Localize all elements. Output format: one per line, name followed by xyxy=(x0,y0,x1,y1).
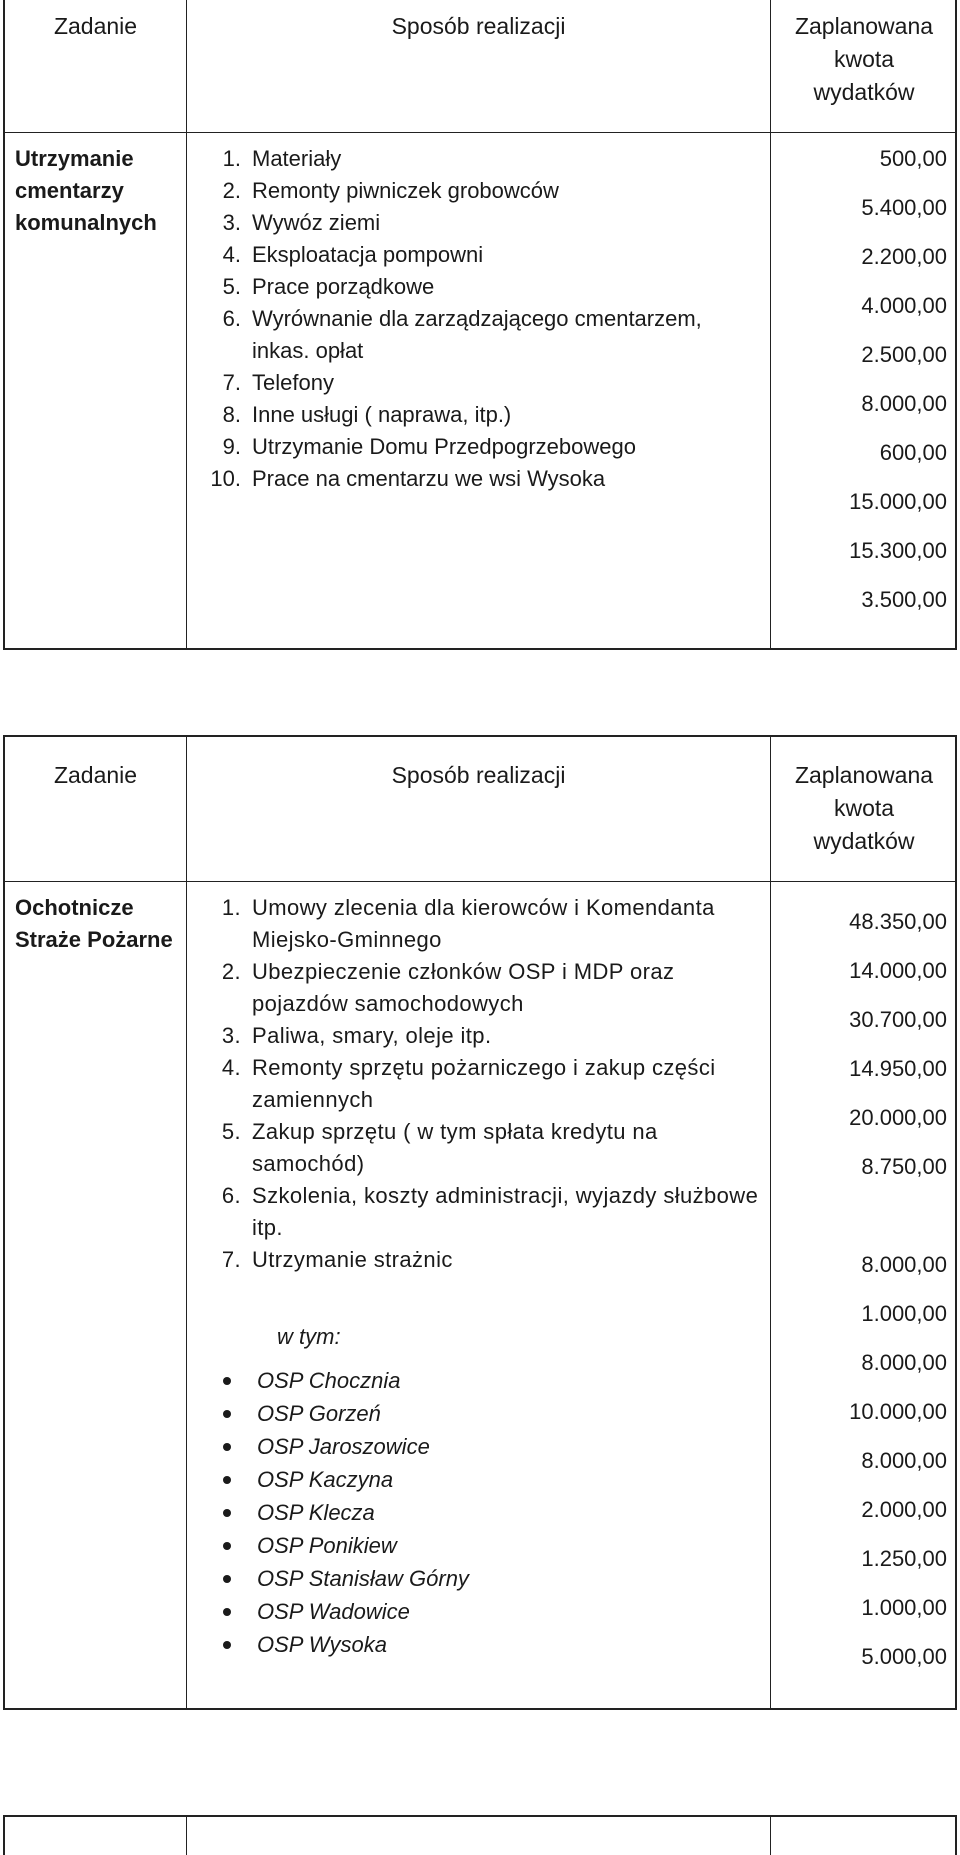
column-divider xyxy=(186,0,187,648)
list-item: OSP Ponikiew xyxy=(217,1529,757,1562)
list-item: 1 . Umowy zlecenia dla kierowców i Komendanta Miejsko-Gminnego xyxy=(205,892,760,956)
header-method: Sposób realizacji xyxy=(391,13,566,39)
amount-value: 3.500,00 xyxy=(861,587,947,612)
unit-list xyxy=(217,1364,757,1661)
amount-value: 1.250,00 xyxy=(861,1546,947,1571)
amount-value: 20.000,00 xyxy=(849,1105,947,1130)
task-name: Utrzymanie cmentarzy komunalnych xyxy=(15,146,157,235)
header-divider xyxy=(5,132,955,133)
amount-value: 14.950,00 xyxy=(849,1056,947,1081)
list-item: 2 . Ubezpieczenie członków OSP i MDP oraz pojazdów samochodowych xyxy=(205,956,760,1020)
method-list xyxy=(205,892,760,1276)
task-name: Ochotnicze Straże Pożarne xyxy=(15,895,173,952)
table-cemeteries xyxy=(3,0,957,650)
amount-value: 15.000,00 xyxy=(849,489,947,514)
list-item: 9 . Utrzymanie Domu Przedpogrzebowego xyxy=(205,431,760,463)
list-item: 4 . Eksploatacja pompowni xyxy=(205,239,760,271)
amount-value: 2.000,00 xyxy=(861,1497,947,1522)
table-next xyxy=(3,1815,957,1855)
list-item: 5 . Zakup sprzętu ( w tym spłata kredytu na samochód) xyxy=(205,1116,760,1180)
amount-value: 8.750,00 xyxy=(861,1154,947,1179)
amount-value: 1.000,00 xyxy=(861,1301,947,1326)
amount-list xyxy=(849,897,947,1681)
column-divider xyxy=(186,737,187,1708)
method-list xyxy=(205,143,760,495)
amount-value: 1.000,00 xyxy=(861,1595,947,1620)
amount-value: 5.400,00 xyxy=(861,195,947,220)
list-item: 8 . Inne usługi ( naprawa, itp.) xyxy=(205,399,760,431)
amount-value: 8.000,00 xyxy=(861,1252,947,1277)
amount-value: 8.000,00 xyxy=(861,1350,947,1375)
list-item: 3 . Paliwa, smary, oleje itp. xyxy=(205,1020,760,1052)
list-item: 10 . Prace na cmentarzu we wsi Wysoka xyxy=(205,463,760,495)
list-item: OSP Stanisław Górny xyxy=(217,1562,757,1595)
header-amount: Zaplanowana kwota wydatków xyxy=(794,762,934,854)
list-item: 6 . Wyrównanie dla zarządzającego cmentarzem, inkas. opłat xyxy=(205,303,760,367)
list-item: OSP Wadowice xyxy=(217,1595,757,1628)
amount-value: 2.500,00 xyxy=(861,342,947,367)
amount-value: 500,00 xyxy=(879,146,947,171)
column-divider xyxy=(770,737,771,1708)
amount-value: 2.200,00 xyxy=(861,244,947,269)
list-item: 1 . Materiały xyxy=(205,143,760,175)
list-item: 6 . Szkolenia, koszty administracji, wyjazdy służbowe itp. xyxy=(205,1180,760,1244)
amount-value: 30.700,00 xyxy=(849,1007,947,1032)
list-item: 7 . Utrzymanie strażnic xyxy=(205,1244,760,1276)
amount-value: 10.000,00 xyxy=(849,1399,947,1424)
list-item: 2 . Remonty piwniczek grobowców xyxy=(205,175,760,207)
list-item: OSP Wysoka xyxy=(217,1628,757,1661)
list-item: OSP Jaroszowice xyxy=(217,1430,757,1463)
amount-value: 8.000,00 xyxy=(861,1448,947,1473)
table-fire-brigades xyxy=(3,735,957,1710)
list-item: 7 . Telefony xyxy=(205,367,760,399)
list-item: 4 . Remonty sprzętu pożarniczego i zakup części zamiennych xyxy=(205,1052,760,1116)
header-task: Zadanie xyxy=(53,13,138,39)
in-which-label: w tym: xyxy=(277,1324,341,1349)
header-method: Sposób realizacji xyxy=(391,762,566,788)
header-divider xyxy=(5,881,955,882)
amount-value: 600,00 xyxy=(879,440,947,465)
column-divider xyxy=(186,1817,187,1855)
amount-value: 14.000,00 xyxy=(849,958,947,983)
list-item: OSP Klecza xyxy=(217,1496,757,1529)
list-item: OSP Chocznia xyxy=(217,1364,757,1397)
amount-value: 4.000,00 xyxy=(861,293,947,318)
amount-value: 5.000,00 xyxy=(861,1644,947,1669)
header-task: Zadanie xyxy=(53,762,138,788)
header-amount: Zaplanowana kwota wydatków xyxy=(794,13,934,105)
amount-value: 15.300,00 xyxy=(849,538,947,563)
amount-list xyxy=(849,134,947,624)
column-divider xyxy=(770,1817,771,1855)
list-item: OSP Gorzeń xyxy=(217,1397,757,1430)
list-item: OSP Kaczyna xyxy=(217,1463,757,1496)
list-item: 5 . Prace porządkowe xyxy=(205,271,760,303)
list-item: 3 . Wywóz ziemi xyxy=(205,207,760,239)
amount-value: 8.000,00 xyxy=(861,391,947,416)
amount-value: 48.350,00 xyxy=(849,909,947,934)
